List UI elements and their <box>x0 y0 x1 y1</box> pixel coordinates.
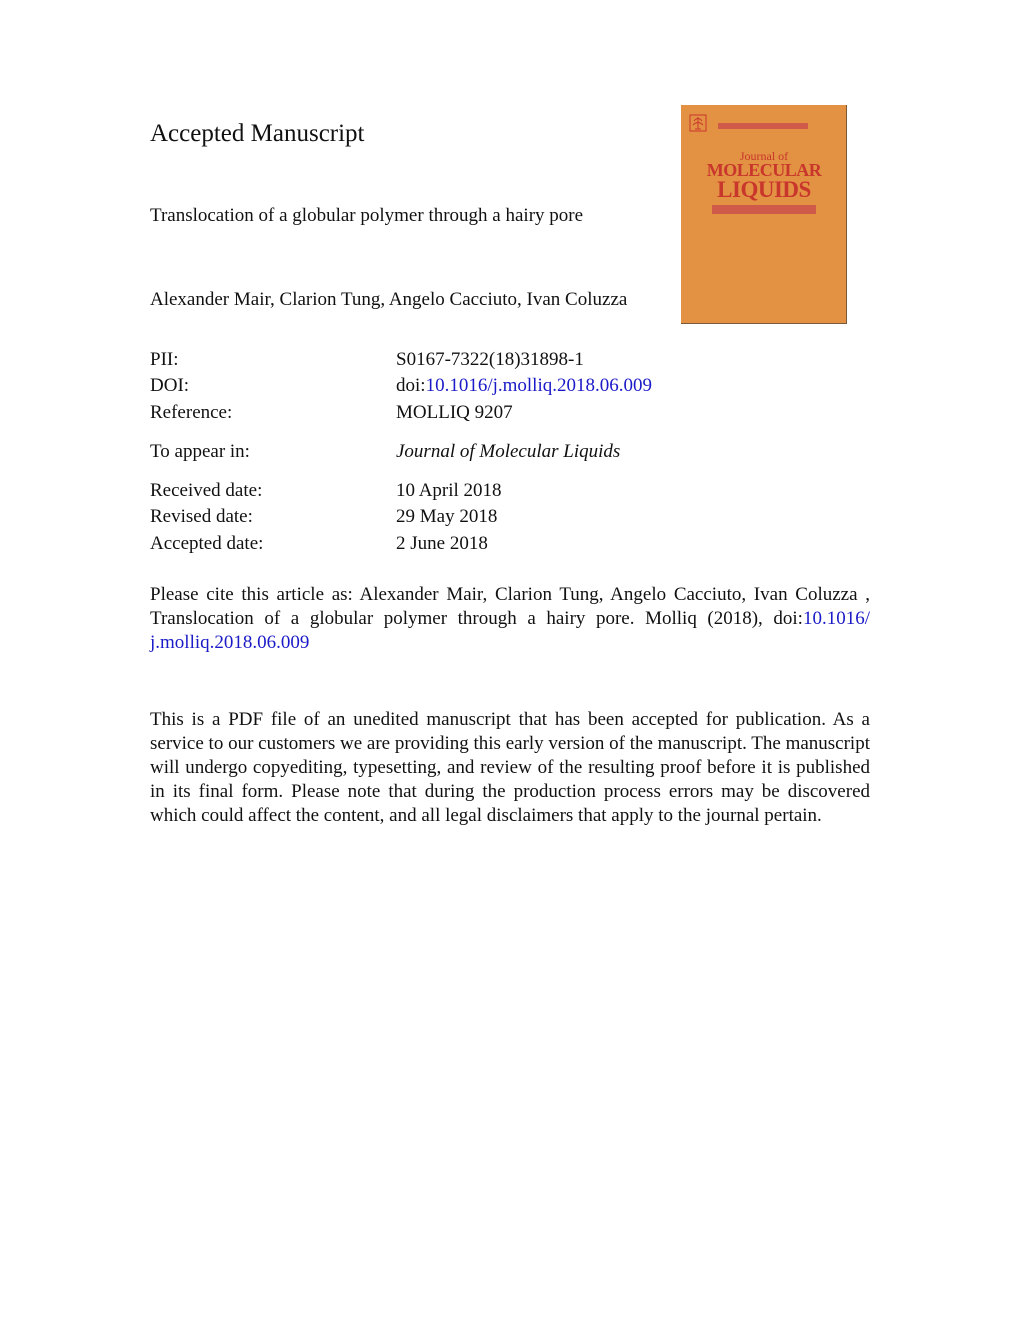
disclaimer-paragraph: This is a PDF file of an unedited manuscript that has been accepted for publication. As a service to our customers we are providing this early version of the manuscript. The manuscript will undergo copyediting, typesetting, and review of the resulting proof before it is published in its final form. Please note that during the production process errors may be discovered which could affect the content, and all legal disclaimers that apply to the journal pertain. <box>150 709 870 826</box>
cover-journal-name: MOLECULAR <box>706 160 822 180</box>
doi-label: DOI: <box>150 375 190 396</box>
cover-stripe-bottom <box>712 205 816 214</box>
revised-value: 29 May 2018 <box>396 506 498 527</box>
citation-doi-link-part2[interactable]: j.molliq.2018.06.009 <box>150 632 310 653</box>
page-heading: Accepted Manuscript <box>150 120 365 147</box>
citation-doi-link-part1[interactable]: 10.1016/ <box>802 608 870 629</box>
revised-label: Revised date: <box>150 506 253 527</box>
reference-value: MOLLIQ 9207 <box>396 402 513 423</box>
cover-stripe-top <box>718 123 808 129</box>
pii-label: PII: <box>150 349 179 370</box>
cover-journal-prefix: Journal of <box>739 149 789 163</box>
publisher-logo-icon <box>689 114 707 132</box>
doi-link[interactable]: 10.1016/j.molliq.2018.06.009 <box>425 375 652 396</box>
received-value: 10 April 2018 <box>396 480 502 501</box>
appear-value: Journal of Molecular Liquids <box>396 441 621 462</box>
cover-journal-name-sub: LIQUIDS <box>717 177 811 202</box>
article-title: Translocation of a globular polymer through a hairy pore <box>150 205 584 226</box>
received-label: Received date: <box>150 480 263 501</box>
appear-label: To appear in: <box>150 441 250 462</box>
doi-value <box>396 374 652 398</box>
citation-paragraph <box>150 583 870 655</box>
journal-cover <box>681 105 847 324</box>
pii-value: S0167-7322(18)31898-1 <box>396 349 584 370</box>
author-list: Alexander Mair, Clarion Tung, Angelo Cacciuto, Ivan Coluzza <box>150 289 628 310</box>
reference-label: Reference: <box>150 402 233 423</box>
doi-prefix: doi: <box>396 375 426 396</box>
accepted-value: 2 June 2018 <box>396 533 488 554</box>
accepted-label: Accepted date: <box>150 533 264 554</box>
citation-text: Please cite this article as: Alexander Mair, Clarion Tung, Angelo Cacciuto, Ivan Coluzza , Translocation of a globular polymer through a hairy pore. Molliq (2018), doi: <box>150 584 870 629</box>
